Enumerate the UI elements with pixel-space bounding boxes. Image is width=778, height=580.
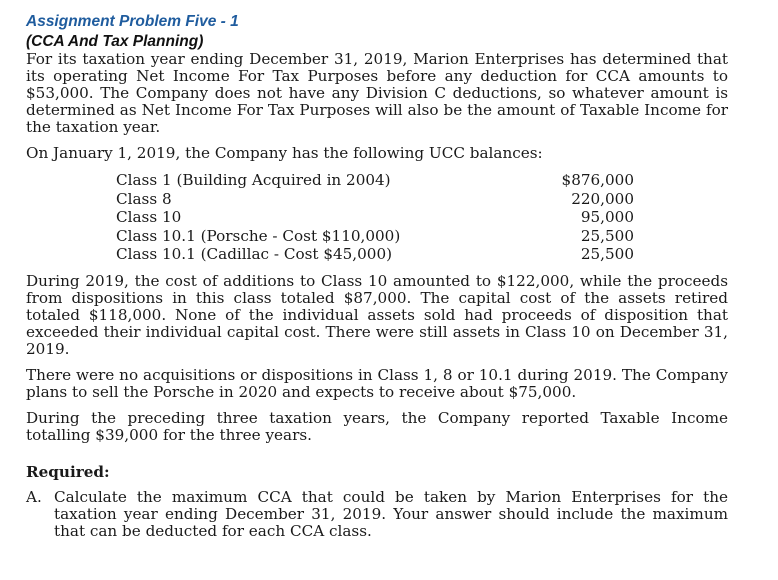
balance-row	[116, 208, 634, 227]
balance-amount: 220,000	[571, 189, 634, 208]
balance-label: Class 10.1 (Cadillac - Cost $45,000)	[116, 245, 393, 264]
required-item-letter: A.	[26, 487, 42, 506]
class10-paragraph: During 2019, the cost of additions to Class 10 amounted to $122,000, while the proceeds from dispositions in this class totaled $87,000. The capital cost of the assets retired totaled $118,000. None of the individual assets sold had proceeds of disposition that exceeded their individual capital cost. There were still assets in Class 10 on December 31, 2019.	[26, 271, 728, 358]
balance-amount: 25,500	[580, 245, 634, 264]
required-item-text: Calculate the maximum CCA that could be taken by Marion Enterprises for the taxation year ending December 31, 2019. Your answer should include the maximum that can be deducted for each CCA class.	[54, 487, 728, 540]
balance-amount: 95,000	[580, 208, 634, 227]
assignment-title: Assignment Problem Five - 1	[26, 13, 239, 30]
required-heading: Required:	[26, 462, 110, 481]
ucc-balances-table	[116, 171, 634, 264]
balance-row	[116, 171, 634, 190]
balance-row	[116, 227, 634, 246]
prior-income-paragraph: During the preceding three taxation years, the Company reported Taxable Income totalling $39,000 for the three years.	[26, 408, 728, 444]
balance-amount: 25,500	[580, 226, 634, 245]
balance-label: Class 8	[116, 189, 172, 208]
no-acquisitions-paragraph: There were no acquisitions or dispositions in Class 1, 8 or 10.1 during 2019. The Company plans to sell the Porsche in 2020 and expects to receive about $75,000.	[26, 365, 728, 401]
document-page	[26, 12, 728, 540]
balance-label: Class 10	[116, 208, 182, 227]
required-item	[26, 489, 728, 540]
balance-row	[116, 190, 634, 209]
balance-label: Class 10.1 (Porsche - Cost $110,000)	[116, 226, 401, 245]
intro-paragraph: For its taxation year ending December 31, 2019, Marion Enterprises has determined that its operating Net Income For Tax Purposes before any deduction for CCA amounts to $53,000. The Company does not have any Division C deductions, so whatever amount is determined as Net Income For Tax Purposes will also be the amount of Taxable Income for the taxation year.	[26, 50, 728, 136]
ucc-lead-paragraph: On January 1, 2019, the Company has the following UCC balances:	[26, 144, 543, 162]
balance-row	[116, 245, 634, 264]
assignment-subtitle: (CCA And Tax Planning)	[26, 33, 204, 50]
balance-label: Class 1 (Building Acquired in 2004)	[116, 171, 391, 189]
balance-amount: $876,000	[561, 171, 634, 189]
